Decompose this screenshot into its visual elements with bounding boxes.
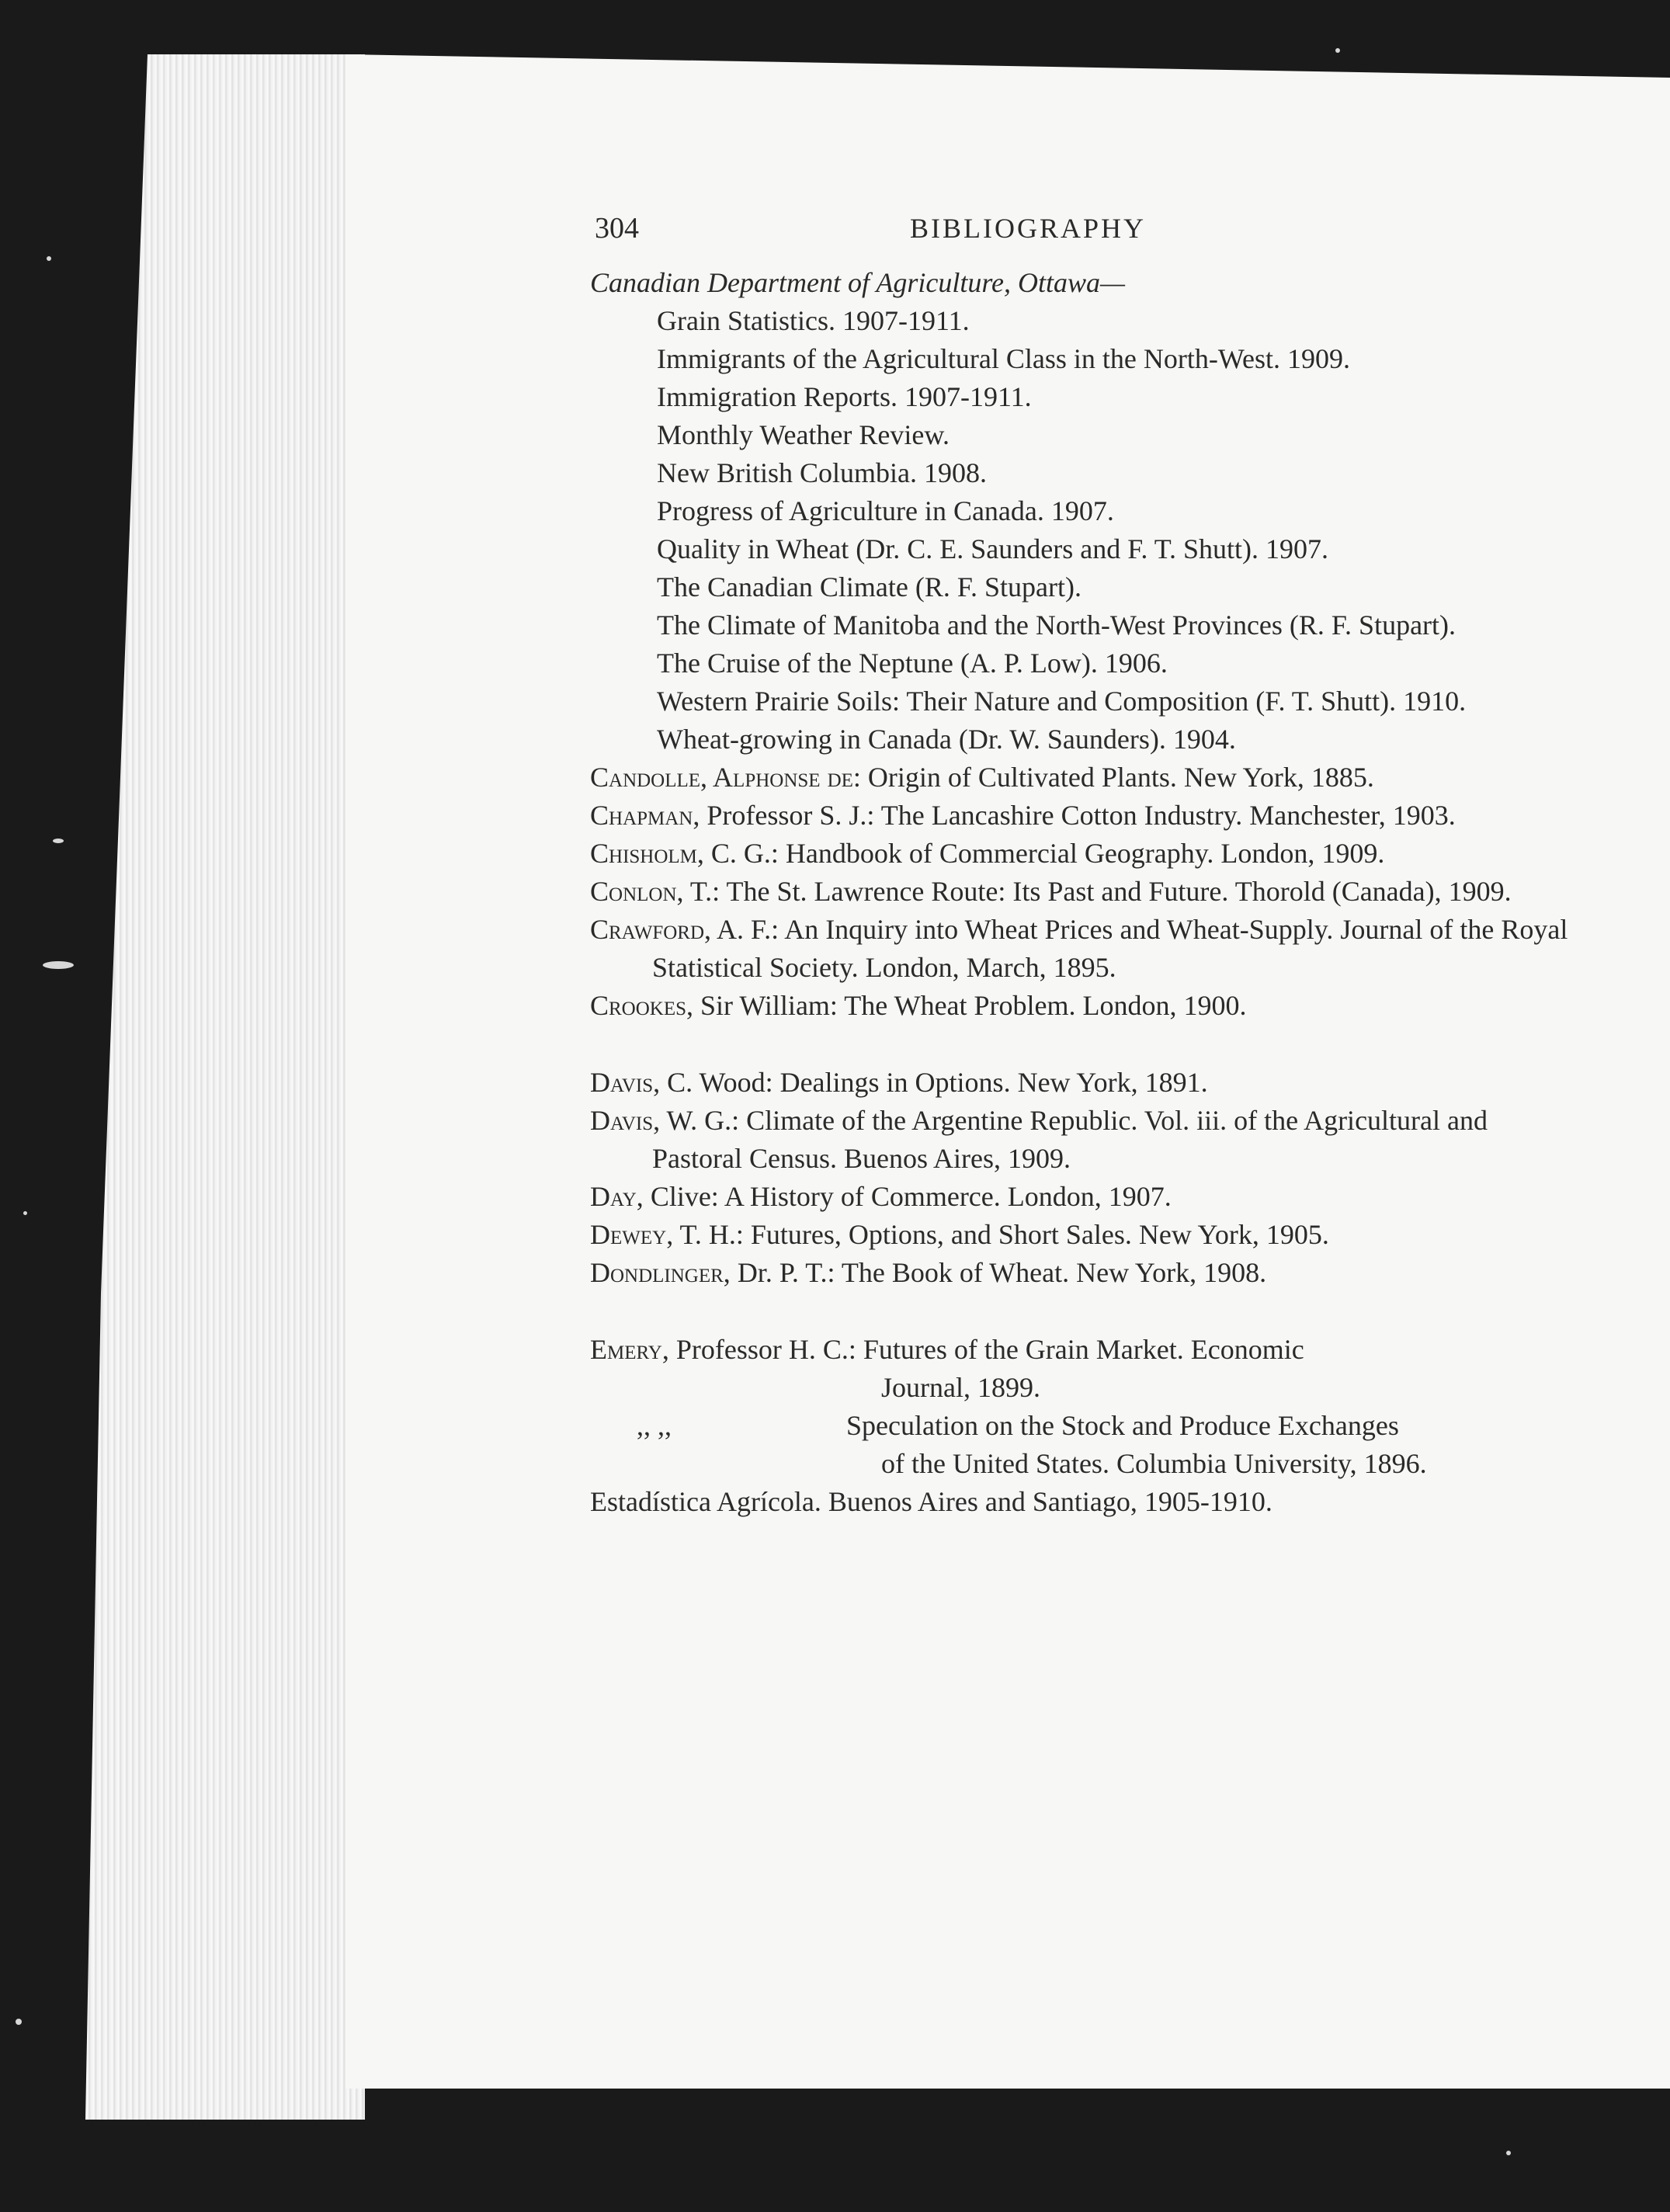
page-edges <box>85 54 365 2120</box>
bibliography-entry <box>590 797 1568 835</box>
entry-author: Conlon, <box>590 876 684 907</box>
entry-author: Davis, <box>590 1105 661 1136</box>
list-item: Western Prairie Soils: Their Nature and Composition (F. T. Shutt). 1910. <box>657 686 1467 717</box>
bibliography-entry <box>590 759 1568 797</box>
list-item: The Climate of Manitoba and the North-West Provinces (R. F. Stupart). <box>657 609 1456 641</box>
bibliography-entry <box>590 1254 1568 1292</box>
entry-author: Chapman, <box>590 800 700 831</box>
entry-author: Davis, <box>590 1067 661 1098</box>
scan-speck <box>23 1211 27 1215</box>
entry-text: C. G.: Handbook of Commercial Geography. London, 1909. <box>703 838 1385 869</box>
entry-author: Day, <box>590 1181 644 1212</box>
bibliography-entry <box>590 1064 1568 1102</box>
bibliography-entry <box>590 1216 1568 1254</box>
ditto-entry <box>590 1407 1568 1483</box>
page-text <box>590 210 1568 1521</box>
section-gap <box>590 1025 1568 1064</box>
bibliography-entry <box>590 1102 1568 1178</box>
page-header <box>590 210 1568 264</box>
entry-text: Professor S. J.: The Lancashire Cotton Industry. Manchester, 1903. <box>700 800 1456 831</box>
entry-text: C. Wood: Dealings in Options. New York, 1891. <box>660 1067 1208 1098</box>
entry-text: T.: The St. Lawrence Route: Its Past and Future. Thorold (Canada), 1909. <box>683 876 1512 907</box>
list-item: Quality in Wheat (Dr. C. E. Saunders and F. T. Shutt). 1907. <box>657 533 1329 564</box>
scan-speck <box>16 2019 22 2025</box>
ditto-marks: ,, ,, <box>637 1410 672 1441</box>
section-gap <box>590 1292 1568 1331</box>
bibliography-entry <box>590 1178 1568 1216</box>
entry-continuation: of the United States. Columbia University, 1896. <box>881 1448 1427 1479</box>
list-item: The Cruise of the Neptune (A. P. Low). 1906. <box>657 648 1168 679</box>
list-item: Immigrants of the Agricultural Class in the North-West. 1909. <box>657 343 1350 374</box>
entry-author: Crookes, <box>590 990 694 1021</box>
list-item: Monthly Weather Review. <box>657 419 950 450</box>
entry-text: : Origin of Cultivated Plants. New York, 1885. <box>852 762 1374 793</box>
list-item: New British Columbia. 1908. <box>657 457 987 488</box>
entry-text: Dr. P. T.: The Book of Wheat. New York, 1908. <box>730 1257 1267 1288</box>
list-item: Wheat-growing in Canada (Dr. W. Saunders). 1904. <box>657 724 1236 755</box>
entry-text: W. G.: Climate of the Argentine Republic. Vol. iii. of the Agricultural and Pastoral Census. Buenos Aires, 1909. <box>652 1105 1488 1174</box>
entry-author: Dewey, <box>590 1219 674 1250</box>
section-heading: Canadian Department of Agriculture, Ottawa— <box>590 267 1125 298</box>
entry-text: Clive: A History of Commerce. London, 1907. <box>643 1181 1172 1212</box>
entry-author: Emery, <box>590 1334 669 1365</box>
entry-author: Crawford, <box>590 914 712 945</box>
entry-author: Dondlinger, <box>590 1257 731 1288</box>
bibliography-entry <box>590 835 1568 873</box>
bibliography-entry: Estadística Agrícola. Buenos Aires and Santiago, 1905-1910. <box>590 1486 1272 1517</box>
scan-speck <box>1506 2151 1511 2155</box>
page-number: 304 <box>595 212 639 245</box>
entry-text: Professor H. C.: Futures of the Grain Market. Economic <box>668 1334 1304 1365</box>
ditto-body <box>846 1407 1568 1483</box>
bibliography-entry <box>590 1331 1568 1369</box>
entry-author: Chisholm, <box>590 838 704 869</box>
entry-author: Candolle, Alphonse de <box>590 762 853 793</box>
bibliography-entry <box>590 911 1568 987</box>
list-item: Immigration Reports. 1907-1911. <box>657 381 1032 412</box>
entry-text: Speculation on the Stock and Produce Exchanges <box>846 1410 1399 1441</box>
entry-text: Sir William: The Wheat Problem. London, 1900. <box>693 990 1247 1021</box>
scan-speck <box>53 839 64 843</box>
bibliography-entry <box>590 987 1568 1025</box>
list-item: Grain Statistics. 1907-1911. <box>657 305 970 336</box>
running-head: BIBLIOGRAPHY <box>910 213 1147 244</box>
entry-continuation: Journal, 1899. <box>881 1372 1040 1403</box>
scan-speck <box>1335 48 1340 53</box>
entry-text: A. F.: An Inquiry into Wheat Prices and Wheat-Supply. Journal of the Royal Statistical Society. London, March, 1895. <box>652 914 1568 983</box>
entry-text: T. H.: Futures, Options, and Short Sales. New York, 1905. <box>673 1219 1329 1250</box>
scan-speck <box>47 256 51 261</box>
list-item: Progress of Agriculture in Canada. 1907. <box>657 495 1114 526</box>
bibliography-entry <box>590 873 1568 911</box>
list-item: The Canadian Climate (R. F. Stupart). <box>657 571 1082 602</box>
scan-speck <box>43 961 74 969</box>
